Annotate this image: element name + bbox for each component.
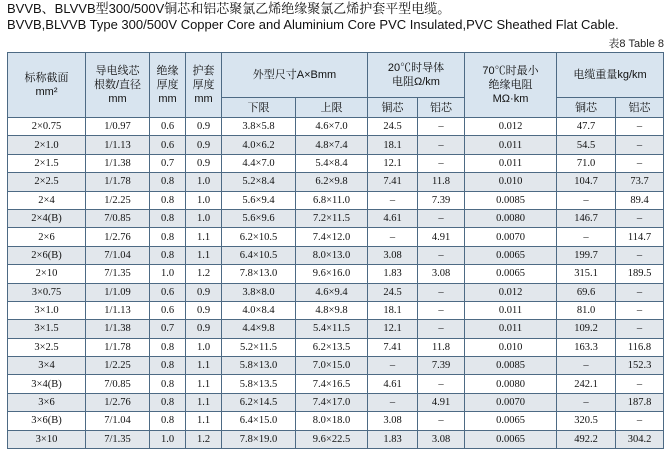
cell-res-copper: 1.83 [368, 430, 418, 448]
cell-section: 3×1.5 [8, 320, 86, 338]
cell-weight-copper: 71.0 [557, 154, 616, 172]
cell-section: 2×10 [8, 265, 86, 283]
table-row [8, 430, 664, 448]
cell-insulation: 0.6 [150, 136, 186, 154]
table-row [8, 154, 664, 172]
cell-insulation: 0.8 [150, 173, 186, 191]
cell-section: 2×0.75 [8, 118, 86, 136]
cell-res-copper: 18.1 [368, 136, 418, 154]
cell-res-copper: – [368, 228, 418, 246]
cell-sheath: 0.9 [186, 118, 222, 136]
cell-dim-upper: 7.4×16.5 [296, 375, 368, 393]
cell-conductor: 1/2.76 [86, 228, 150, 246]
cell-insulation: 0.6 [150, 118, 186, 136]
cell-insul-resistance: 0.012 [465, 118, 557, 136]
cell-dim-upper: 7.4×12.0 [296, 228, 368, 246]
cell-dim-upper: 4.8×7.4 [296, 136, 368, 154]
header-copper: 铜芯 [368, 98, 418, 118]
cell-weight-aluminium: – [616, 136, 664, 154]
title-english: BVVB,BLVVB Type 300/500V Copper Core and Aluminium Core PVC Insulated,PVC Sheathed Flat Cable. [7, 17, 619, 32]
table-row [8, 209, 664, 227]
cell-weight-aluminium: 116.8 [616, 338, 664, 356]
cell-dim-upper: 7.4×17.0 [296, 393, 368, 411]
cell-res-aluminium: – [418, 246, 465, 264]
cell-weight-aluminium: 152.3 [616, 357, 664, 375]
cell-insulation: 0.7 [150, 320, 186, 338]
cell-res-copper: 24.5 [368, 118, 418, 136]
cell-insul-resistance: 0.0065 [465, 265, 557, 283]
cell-weight-copper: 492.2 [557, 430, 616, 448]
cell-res-aluminium: – [418, 136, 465, 154]
cell-conductor: 1/0.97 [86, 118, 150, 136]
cell-weight-aluminium: 73.7 [616, 173, 664, 191]
cell-weight-aluminium: – [616, 154, 664, 172]
cell-conductor: 7/1.35 [86, 265, 150, 283]
cell-weight-copper: 81.0 [557, 301, 616, 319]
cell-section: 3×2.5 [8, 338, 86, 356]
cell-res-aluminium: 7.39 [418, 191, 465, 209]
cell-dim-lower: 6.4×10.5 [222, 246, 296, 264]
cell-weight-aluminium: – [616, 246, 664, 264]
table-row [8, 191, 664, 209]
cell-res-copper: 7.41 [368, 173, 418, 191]
cell-weight-copper: 109.2 [557, 320, 616, 338]
cell-dim-lower: 6.2×10.5 [222, 228, 296, 246]
cell-conductor: 1/2.25 [86, 191, 150, 209]
cell-insul-resistance: 0.011 [465, 301, 557, 319]
cell-sheath: 1.1 [186, 412, 222, 430]
cell-dim-upper: 5.4×8.4 [296, 154, 368, 172]
cell-section: 3×4 [8, 357, 86, 375]
cell-res-copper: 12.1 [368, 154, 418, 172]
cell-res-aluminium: – [418, 412, 465, 430]
cell-res-aluminium: – [418, 209, 465, 227]
cell-sheath: 1.1 [186, 375, 222, 393]
cell-dim-lower: 4.0×6.2 [222, 136, 296, 154]
cell-weight-aluminium: 304.2 [616, 430, 664, 448]
header-conductor: 导电线芯 根数/直径 mm [86, 53, 150, 118]
cell-dim-lower: 4.0×8.4 [222, 301, 296, 319]
cell-conductor: 1/2.25 [86, 357, 150, 375]
cell-conductor: 1/1.09 [86, 283, 150, 301]
cell-insul-resistance: 0.0070 [465, 228, 557, 246]
cell-dim-upper: 4.6×7.0 [296, 118, 368, 136]
cell-dim-lower: 4.4×7.0 [222, 154, 296, 172]
cell-conductor: 7/1.04 [86, 246, 150, 264]
cell-weight-aluminium: 114.7 [616, 228, 664, 246]
cell-insulation: 1.0 [150, 265, 186, 283]
cell-dim-lower: 5.6×9.4 [222, 191, 296, 209]
cell-sheath: 1.1 [186, 246, 222, 264]
cell-res-copper: – [368, 357, 418, 375]
cell-res-copper: 3.08 [368, 246, 418, 264]
table-row [8, 136, 664, 154]
header-outer-dims: 外型尺寸A×Bmm [222, 53, 368, 98]
cell-conductor: 1/1.78 [86, 338, 150, 356]
cell-conductor: 1/1.78 [86, 173, 150, 191]
cell-dim-lower: 5.8×13.0 [222, 357, 296, 375]
cell-dim-lower: 5.8×13.5 [222, 375, 296, 393]
cell-weight-copper: 315.1 [557, 265, 616, 283]
header-sheath: 护套 厚度 mm [186, 53, 222, 118]
cell-weight-aluminium: – [616, 301, 664, 319]
cell-sheath: 1.1 [186, 228, 222, 246]
cell-dim-upper: 5.4×11.5 [296, 320, 368, 338]
cell-insul-resistance: 0.0085 [465, 357, 557, 375]
table-row [8, 246, 664, 264]
cell-insulation: 0.8 [150, 228, 186, 246]
cell-res-aluminium: 11.8 [418, 173, 465, 191]
cell-insul-resistance: 0.0080 [465, 375, 557, 393]
cell-insul-resistance: 0.010 [465, 338, 557, 356]
cell-sheath: 0.9 [186, 283, 222, 301]
cell-section: 2×6(B) [8, 246, 86, 264]
cell-conductor: 1/1.38 [86, 154, 150, 172]
cell-conductor: 7/1.35 [86, 430, 150, 448]
cell-sheath: 0.9 [186, 136, 222, 154]
cell-dim-lower: 5.6×9.6 [222, 209, 296, 227]
cell-insul-resistance: 0.0065 [465, 430, 557, 448]
cell-weight-aluminium: 187.8 [616, 393, 664, 411]
cell-section: 3×10 [8, 430, 86, 448]
cell-weight-copper: 104.7 [557, 173, 616, 191]
cell-res-aluminium: 4.91 [418, 393, 465, 411]
cell-dim-upper: 4.8×9.8 [296, 301, 368, 319]
cell-insul-resistance: 0.012 [465, 283, 557, 301]
cell-res-aluminium: 3.08 [418, 265, 465, 283]
table-row [8, 228, 664, 246]
cell-res-aluminium: 11.8 [418, 338, 465, 356]
cell-weight-aluminium: – [616, 118, 664, 136]
header-resistance: 20℃时导体 电阻Ω/km [368, 53, 465, 98]
cell-dim-upper: 9.6×16.0 [296, 265, 368, 283]
cell-insulation: 0.8 [150, 246, 186, 264]
cell-dim-upper: 4.6×9.4 [296, 283, 368, 301]
cell-conductor: 1/1.13 [86, 301, 150, 319]
cell-weight-aluminium: 189.5 [616, 265, 664, 283]
table-row [8, 301, 664, 319]
cell-weight-copper: 69.6 [557, 283, 616, 301]
cell-res-copper: 4.61 [368, 375, 418, 393]
cell-sheath: 1.0 [186, 191, 222, 209]
cell-res-aluminium: – [418, 320, 465, 338]
cell-insulation: 0.8 [150, 191, 186, 209]
cell-dim-lower: 6.2×14.5 [222, 393, 296, 411]
cell-res-copper: 3.08 [368, 412, 418, 430]
header-upper: 上限 [296, 98, 368, 118]
cell-conductor: 1/1.13 [86, 136, 150, 154]
cell-dim-upper: 8.0×13.0 [296, 246, 368, 264]
cell-sheath: 1.1 [186, 393, 222, 411]
cell-insul-resistance: 0.0080 [465, 209, 557, 227]
cell-section: 3×6 [8, 393, 86, 411]
cell-res-aluminium: – [418, 375, 465, 393]
cell-insulation: 0.8 [150, 209, 186, 227]
cell-dim-upper: 9.6×22.5 [296, 430, 368, 448]
cell-sheath: 0.9 [186, 154, 222, 172]
table-row [8, 265, 664, 283]
cell-sheath: 1.2 [186, 265, 222, 283]
cell-insulation: 0.7 [150, 154, 186, 172]
cell-sheath: 1.2 [186, 430, 222, 448]
cell-dim-lower: 7.8×13.0 [222, 265, 296, 283]
cell-dim-upper: 6.2×9.8 [296, 173, 368, 191]
cell-weight-copper: 47.7 [557, 118, 616, 136]
cell-weight-copper: 146.7 [557, 209, 616, 227]
cell-insulation: 0.8 [150, 375, 186, 393]
header-lower: 下限 [222, 98, 296, 118]
title-chinese: BVVB、BLVVB型300/500V铜芯和铝芯聚氯乙烯绝缘聚氯乙烯护套平型电缆。 [7, 1, 451, 16]
cell-conductor: 7/0.85 [86, 209, 150, 227]
cell-weight-copper: 163.3 [557, 338, 616, 356]
table-row [8, 375, 664, 393]
cell-res-copper: – [368, 393, 418, 411]
cell-res-copper: – [368, 191, 418, 209]
cell-dim-upper: 7.2×11.5 [296, 209, 368, 227]
cell-res-copper: 1.83 [368, 265, 418, 283]
cell-section: 3×1.0 [8, 301, 86, 319]
cell-weight-copper: – [557, 393, 616, 411]
cell-sheath: 1.1 [186, 357, 222, 375]
cell-insulation: 0.8 [150, 412, 186, 430]
cell-res-copper: 24.5 [368, 283, 418, 301]
cell-insulation: 0.8 [150, 338, 186, 356]
cell-res-copper: 12.1 [368, 320, 418, 338]
cell-dim-lower: 5.2×11.5 [222, 338, 296, 356]
header-weight-copper: 铜芯 [557, 98, 616, 118]
cell-dim-upper: 6.8×11.0 [296, 191, 368, 209]
cell-section: 2×4(B) [8, 209, 86, 227]
header-weight: 电缆重量kg/km [557, 53, 664, 98]
cell-res-aluminium: 3.08 [418, 430, 465, 448]
cell-weight-aluminium: – [616, 412, 664, 430]
cable-spec-table [7, 52, 664, 449]
cell-dim-upper: 8.0×18.0 [296, 412, 368, 430]
cell-section: 2×1.5 [8, 154, 86, 172]
cell-conductor: 7/1.04 [86, 412, 150, 430]
cell-weight-copper: 54.5 [557, 136, 616, 154]
cell-weight-aluminium: – [616, 283, 664, 301]
table-row [8, 173, 664, 191]
cell-weight-aluminium: – [616, 209, 664, 227]
cell-dim-lower: 4.4×9.8 [222, 320, 296, 338]
cell-conductor: 7/0.85 [86, 375, 150, 393]
cell-section: 3×6(B) [8, 412, 86, 430]
cell-sheath: 1.0 [186, 173, 222, 191]
cell-weight-copper: – [557, 228, 616, 246]
cell-insul-resistance: 0.011 [465, 136, 557, 154]
cell-dim-upper: 7.0×15.0 [296, 357, 368, 375]
cell-dim-lower: 6.4×15.0 [222, 412, 296, 430]
cell-section: 2×2.5 [8, 173, 86, 191]
header-weight-aluminium: 铝芯 [616, 98, 664, 118]
cell-conductor: 1/2.76 [86, 393, 150, 411]
cell-res-copper: 4.61 [368, 209, 418, 227]
table-row [8, 320, 664, 338]
cell-section: 2×1.0 [8, 136, 86, 154]
cell-insul-resistance: 0.0070 [465, 393, 557, 411]
cell-res-copper: 18.1 [368, 301, 418, 319]
cell-weight-copper: 320.5 [557, 412, 616, 430]
cell-res-aluminium: – [418, 301, 465, 319]
cell-conductor: 1/1.38 [86, 320, 150, 338]
cell-weight-copper: – [557, 357, 616, 375]
cell-res-aluminium: – [418, 283, 465, 301]
header-insulation: 绝缘 厚度 mm [150, 53, 186, 118]
header-insulation-resistance: 70℃时最小 绝缘电阻 MΩ·km [465, 53, 557, 118]
cell-section: 2×6 [8, 228, 86, 246]
table-row [8, 118, 664, 136]
cell-insul-resistance: 0.011 [465, 320, 557, 338]
cell-res-copper: 7.41 [368, 338, 418, 356]
cell-sheath: 1.0 [186, 209, 222, 227]
table-row [8, 283, 664, 301]
table-row [8, 357, 664, 375]
cell-sheath: 0.9 [186, 301, 222, 319]
cell-weight-aluminium: – [616, 320, 664, 338]
cell-res-aluminium: – [418, 154, 465, 172]
cell-dim-lower: 7.8×19.0 [222, 430, 296, 448]
cell-sheath: 0.9 [186, 320, 222, 338]
cell-res-aluminium: – [418, 118, 465, 136]
table-row [8, 393, 664, 411]
cell-dim-lower: 3.8×8.0 [222, 283, 296, 301]
cell-insulation: 0.8 [150, 393, 186, 411]
cell-weight-copper: 242.1 [557, 375, 616, 393]
cell-insulation: 0.6 [150, 301, 186, 319]
cell-section: 3×4(B) [8, 375, 86, 393]
header-aluminium: 铝芯 [418, 98, 465, 118]
cell-insul-resistance: 0.0085 [465, 191, 557, 209]
cell-weight-aluminium: 89.4 [616, 191, 664, 209]
table-row [8, 338, 664, 356]
cell-weight-aluminium: – [616, 375, 664, 393]
cell-insul-resistance: 0.0065 [465, 246, 557, 264]
cell-insul-resistance: 0.0065 [465, 412, 557, 430]
cell-res-aluminium: 4.91 [418, 228, 465, 246]
cell-dim-lower: 3.8×5.8 [222, 118, 296, 136]
header-section: 标称截面 mm² [8, 53, 86, 118]
cell-insulation: 1.0 [150, 430, 186, 448]
cell-res-aluminium: 7.39 [418, 357, 465, 375]
cell-dim-lower: 5.2×8.4 [222, 173, 296, 191]
cell-insul-resistance: 0.011 [465, 154, 557, 172]
cell-section: 3×0.75 [8, 283, 86, 301]
cell-insulation: 0.8 [150, 357, 186, 375]
cell-dim-upper: 6.2×13.5 [296, 338, 368, 356]
table-number: 表8 Table 8 [608, 38, 664, 50]
cell-insulation: 0.6 [150, 283, 186, 301]
table-body [8, 118, 664, 449]
cell-section: 2×4 [8, 191, 86, 209]
cell-insul-resistance: 0.010 [465, 173, 557, 191]
cell-weight-copper: 199.7 [557, 246, 616, 264]
cell-sheath: 1.0 [186, 338, 222, 356]
cell-weight-copper: – [557, 191, 616, 209]
table-row [8, 412, 664, 430]
